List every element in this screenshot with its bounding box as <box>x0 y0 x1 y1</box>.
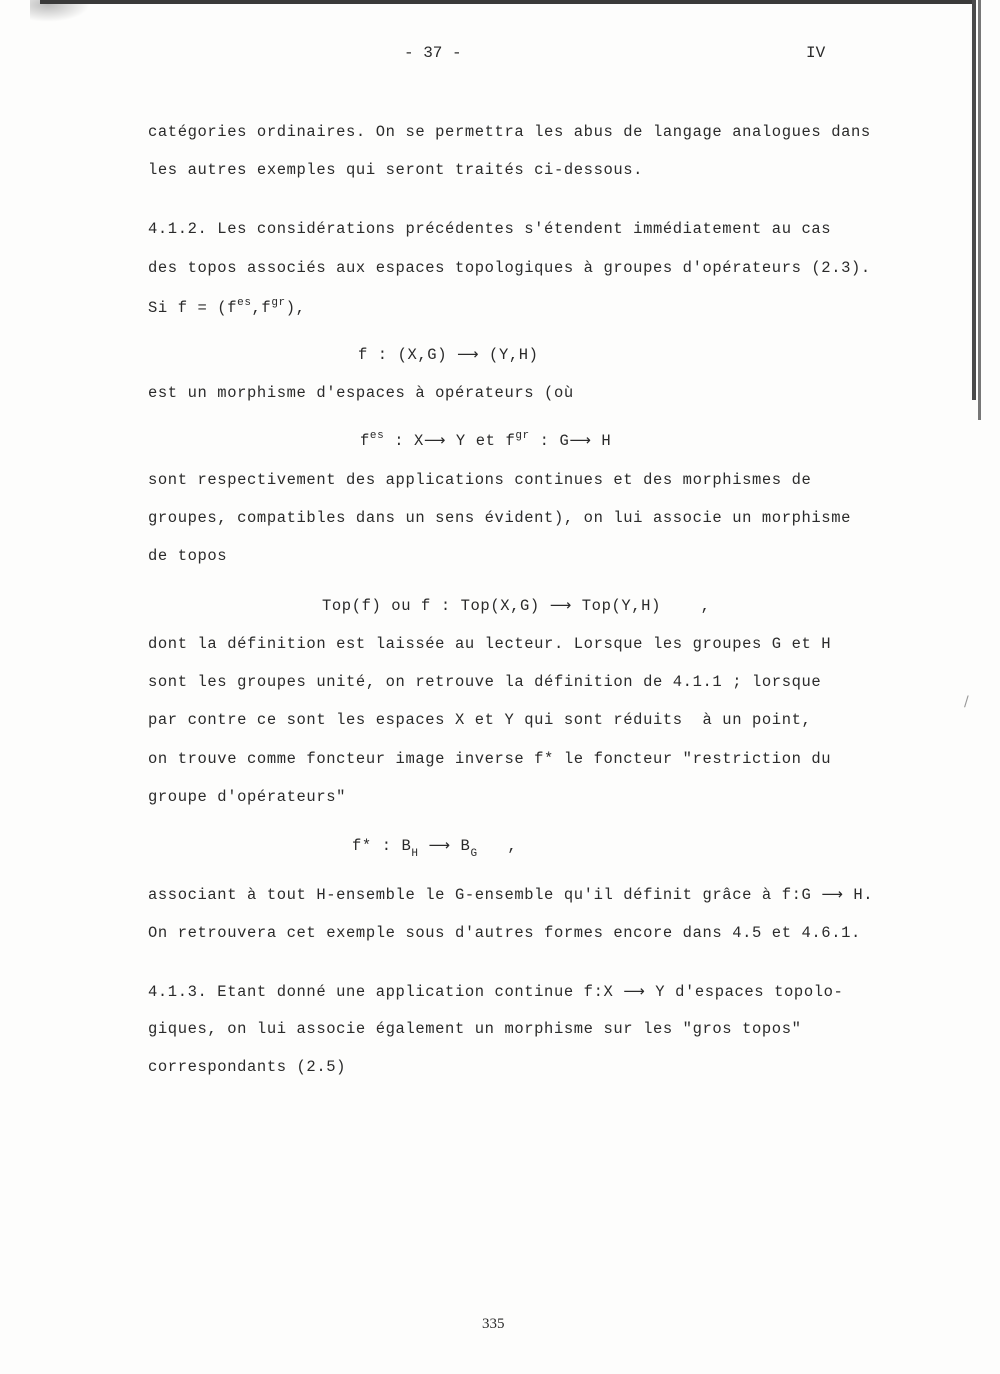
page-number: - 37 - <box>404 44 462 62</box>
formula-si-f: Si $f = (f^{es},f^{gr})$, <box>148 297 306 317</box>
text-line: catégories ordinaires. On se permettra les abus de langage analogues dans <box>148 123 871 141</box>
text-line: est un morphisme d'espaces à opérateurs (où <box>148 384 574 402</box>
text-line: associant à tout H-ensemble le G-ensemble qu'il définit grâce à f:G ⟶ H. <box>148 885 874 904</box>
formula-f-map: f : (X,G) ⟶ (Y,H) <box>358 345 539 364</box>
arrow-icon: ⟶ <box>423 431 447 449</box>
formula-f-star: f* : $B_H$ ⟶ $B_G$ , <box>352 836 518 860</box>
arrow-icon: ⟶ <box>623 982 646 1000</box>
section-4-1-3-line: 4.1.3. Etant donné une application continue f:X ⟶ Y d'espaces topolo- <box>148 982 844 1001</box>
text-line: dont la définition est laissée au lecteur. Lorsque les groupes G et H <box>148 635 832 653</box>
arrow-icon: ⟶ <box>457 345 480 363</box>
section-4-1-2-line: 4.1.2. Les considérations précédentes s'étendent immédiatement au cas <box>148 220 832 238</box>
formula-fes-fgr: $f^{es}$ : X⟶ Y et $f^{gr}$ : G⟶ H <box>360 430 612 450</box>
text-line: sont les groupes unité, on retrouve la définition de 4.1.1 ; lorsque <box>148 673 822 691</box>
chapter-label: IV <box>806 44 826 62</box>
text-line: On retrouvera cet exemple sous d'autres formes encore dans 4.5 et 4.6.1. <box>148 924 861 942</box>
arrow-icon: ⟶ <box>549 596 572 614</box>
text-line: sont respectivement des applications continues et des morphismes de <box>148 471 812 489</box>
text-line: de topos <box>148 547 228 565</box>
page-edge-right <box>972 0 976 400</box>
margin-mark: / <box>964 694 969 710</box>
arrow-icon: ⟶ <box>569 431 592 449</box>
text-line: groupes, compatibles dans un sens évident), on lui associe un morphisme <box>148 509 852 527</box>
text-line: les autres exemples qui seront traités ci-dessous. <box>148 161 644 179</box>
text-line: groupe d'opérateurs" <box>148 788 347 806</box>
text-line: des topos associés aux espaces topologiques à groupes d'opérateurs (2.3). <box>148 259 871 277</box>
page-edge-right-shadow <box>978 0 981 420</box>
text-line: correspondants (2.5) <box>148 1058 347 1076</box>
footer-page-number: 335 <box>482 1316 505 1332</box>
text-line: par contre ce sont les espaces X et Y qui sont réduits à un point, <box>148 711 812 729</box>
arrow-icon: ⟶ <box>821 885 844 903</box>
page-edge-top <box>40 0 975 4</box>
arrow-icon: ⟶ <box>428 836 451 854</box>
text-line: on trouve comme foncteur image inverse f* le foncteur "restriction du <box>148 750 832 768</box>
text-line: giques, on lui associe également un morphisme sur les "gros topos" <box>148 1020 802 1038</box>
formula-top-f: Top(f) ou f : Top(X,G) ⟶ Top(Y,H) , <box>322 596 711 615</box>
